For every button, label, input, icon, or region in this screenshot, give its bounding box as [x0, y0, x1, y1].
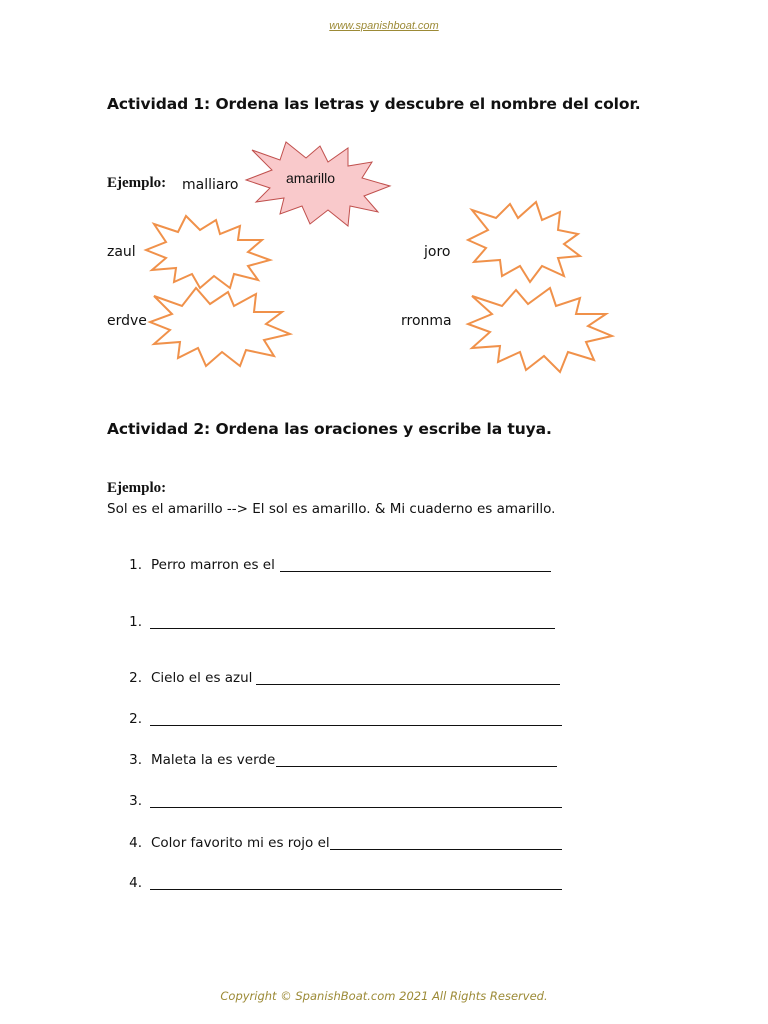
- activity2-title: Actividad 2: Ordena las oraciones y escribe la tuya.: [107, 420, 552, 438]
- answer-line[interactable]: [256, 684, 560, 685]
- activity2-example-label: Ejemplo:: [107, 480, 167, 496]
- item-number: 2.: [129, 711, 142, 727]
- scrambled-word-zaul: zaul: [107, 244, 136, 260]
- example-answer: amarillo: [286, 170, 336, 186]
- item-number: 2.: [129, 670, 142, 686]
- item-number: 1.: [129, 557, 142, 573]
- answer-starburst-icon[interactable]: [466, 200, 582, 284]
- scrambled-word-joro: joro: [424, 244, 451, 260]
- example-scrambled-word: malliaro: [182, 177, 239, 193]
- scrambled-word-rronma: rronma: [401, 313, 452, 329]
- item-scrambled-sentence: Perro marron es el: [151, 557, 275, 573]
- item-number: 3.: [129, 752, 142, 768]
- item-number: 1.: [129, 614, 142, 630]
- item-number: 3.: [129, 793, 142, 809]
- answer-starburst-icon[interactable]: [148, 286, 292, 368]
- website-link[interactable]: www.spanishboat.com: [329, 20, 439, 32]
- item-scrambled-sentence: Color favorito mi es rojo el: [151, 835, 330, 851]
- answer-line[interactable]: [330, 849, 562, 850]
- answer-starburst-icon[interactable]: [466, 284, 614, 374]
- item-number: 4.: [129, 835, 142, 851]
- answer-line[interactable]: [280, 571, 551, 572]
- copyright-footer: Copyright © SpanishBoat.com 2021 All Rights Reserved.: [220, 989, 548, 1003]
- activity1-title: Actividad 1: Ordena las letras y descubre el nombre del color.: [107, 95, 641, 113]
- answer-line[interactable]: [150, 628, 555, 629]
- activity1-example-label: Ejemplo:: [107, 175, 167, 191]
- scrambled-word-erdve: erdve: [107, 313, 147, 329]
- item-number: 4.: [129, 875, 142, 891]
- answer-starburst-icon[interactable]: [144, 214, 272, 290]
- answer-line[interactable]: [150, 889, 562, 890]
- item-scrambled-sentence: Maleta la es verde: [151, 752, 276, 768]
- activity2-example-text: Sol es el amarillo --> El sol es amarillo. & Mi cuaderno es amarillo.: [107, 501, 556, 517]
- answer-line[interactable]: [276, 766, 557, 767]
- answer-line[interactable]: [150, 725, 562, 726]
- item-scrambled-sentence: Cielo el es azul: [151, 670, 253, 686]
- answer-line[interactable]: [150, 807, 562, 808]
